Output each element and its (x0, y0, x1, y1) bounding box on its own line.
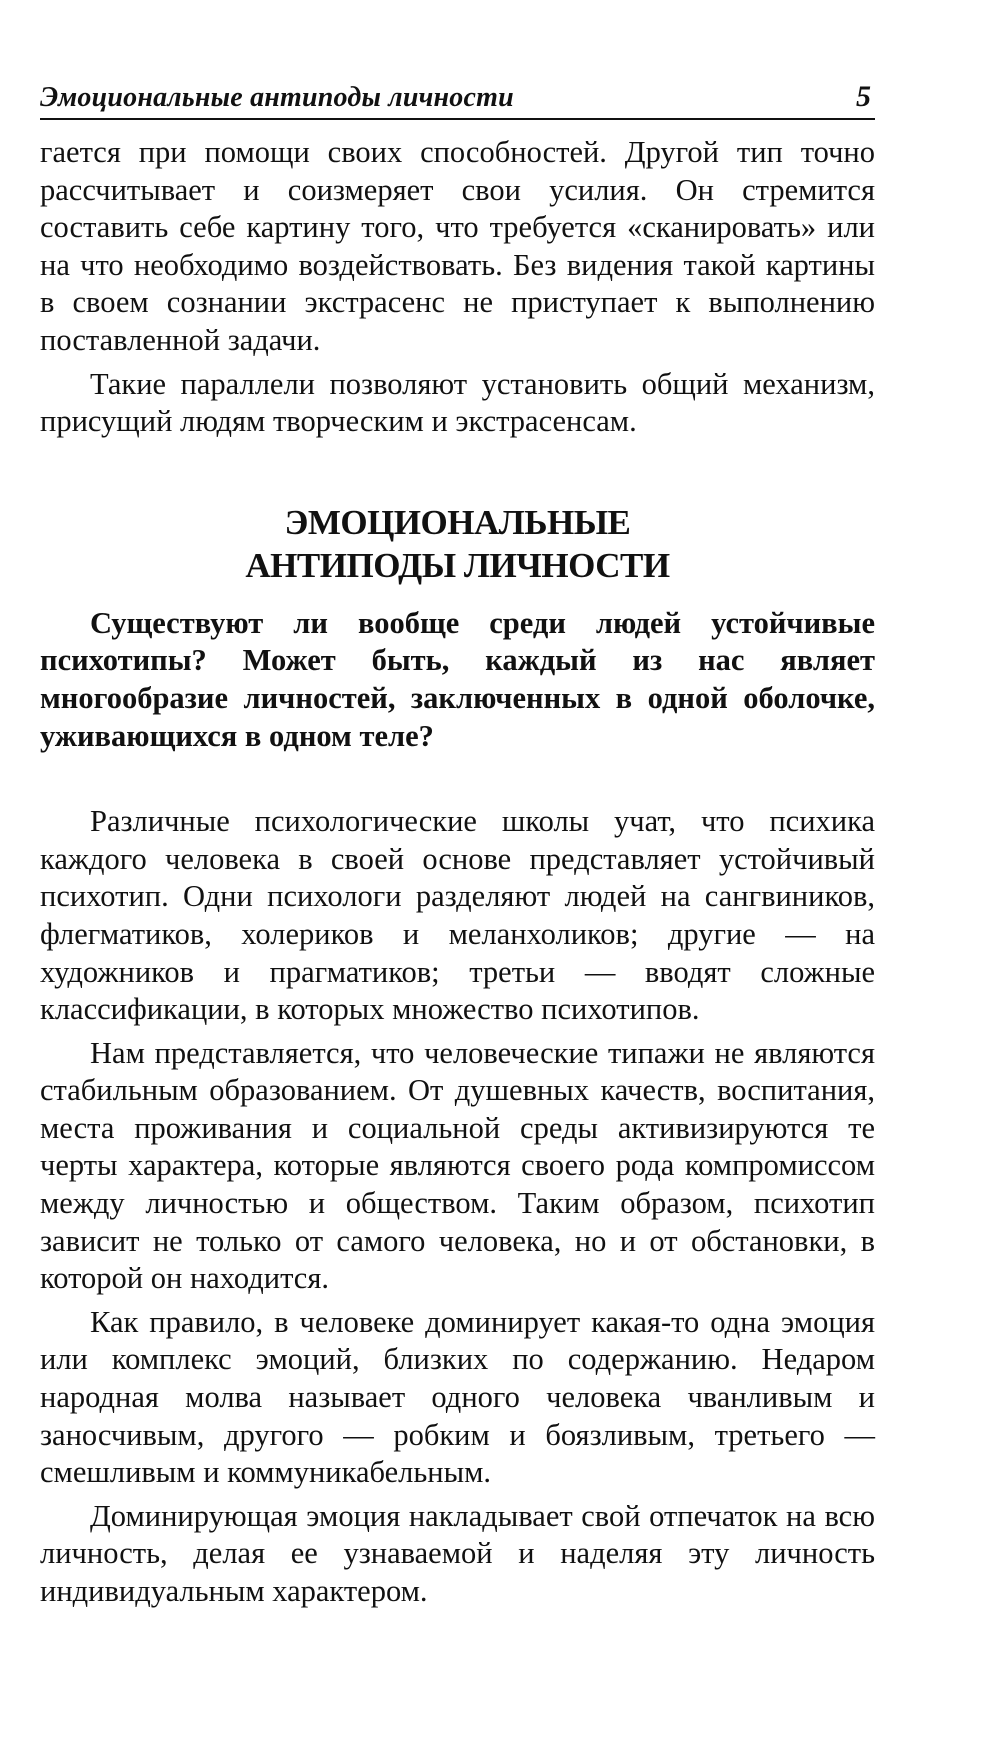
chapter-body (40, 803, 875, 1610)
page-number: 5 (856, 80, 871, 113)
running-title: Эмоциональные антиподы личности (40, 82, 514, 113)
paragraph: Как правило, в человеке доминирует какая-то одна эмоция или комплекс эмоций, близких по содержанию. Недаром народная молва называет одного человека чванливым и заносчивым, другого — робким и боязливым, третьего — смешливым и коммуникабельным. (40, 1304, 875, 1490)
paragraph: Такие параллели позволяют установить общий механизм, присущий людям творческим и экстрасенсам. (40, 366, 875, 439)
chapter-title-line: АНТИПОДЫ ЛИЧНОСТИ (245, 545, 670, 585)
chapter-title (40, 501, 875, 587)
intro-text (40, 134, 875, 441)
paragraph: Нам представляется, что человеческие типажи не являются стабильным образованием. От душевных качеств, воспитания, места проживания и социальной среды активизируются те черты характера, которые являются своего рода компромиссом между личностью и обществом. Таким образом, психотип зависит не только от самого человека, но и от обстановки, в которой он находится. (40, 1035, 875, 1296)
running-header (40, 70, 875, 120)
book-page (40, 70, 875, 1611)
chapter-title-line: ЭМОЦИОНАЛЬНЫЕ (284, 502, 631, 542)
paragraph: гается при помощи своих способностей. Другой тип точно рассчитывает и соизмеряет свои усилия. Он стремится составить себе картину того, что требуется «сканировать» или на что необходимо воздействовать. Без видения такой картины в своем сознании экстрасенс не приступает к выполнению поставленной задачи. (40, 135, 875, 357)
chapter-lead: Существуют ли вообще среди людей устойчивые психотипы? Может быть, каждый из нас являет многообразие личностей, заключенных в одной оболочке, уживающихся в одном теле? (40, 605, 875, 753)
paragraph: Доминирующая эмоция накладывает свой отпечаток на всю личность, делая ее узнаваемой и наделяя эту личность индивидуальным характером. (40, 1498, 875, 1608)
paragraph: Различные психологические школы учат, что психика каждого человека в своей основе представляет устойчивый психотип. Одни психологи разделяют людей на сангвиников, флегматиков, холериков и меланхоликов; другие — на художников и прагматиков; третьи — вводят сложные классификации, в которых множество психотипов. (40, 804, 875, 1027)
